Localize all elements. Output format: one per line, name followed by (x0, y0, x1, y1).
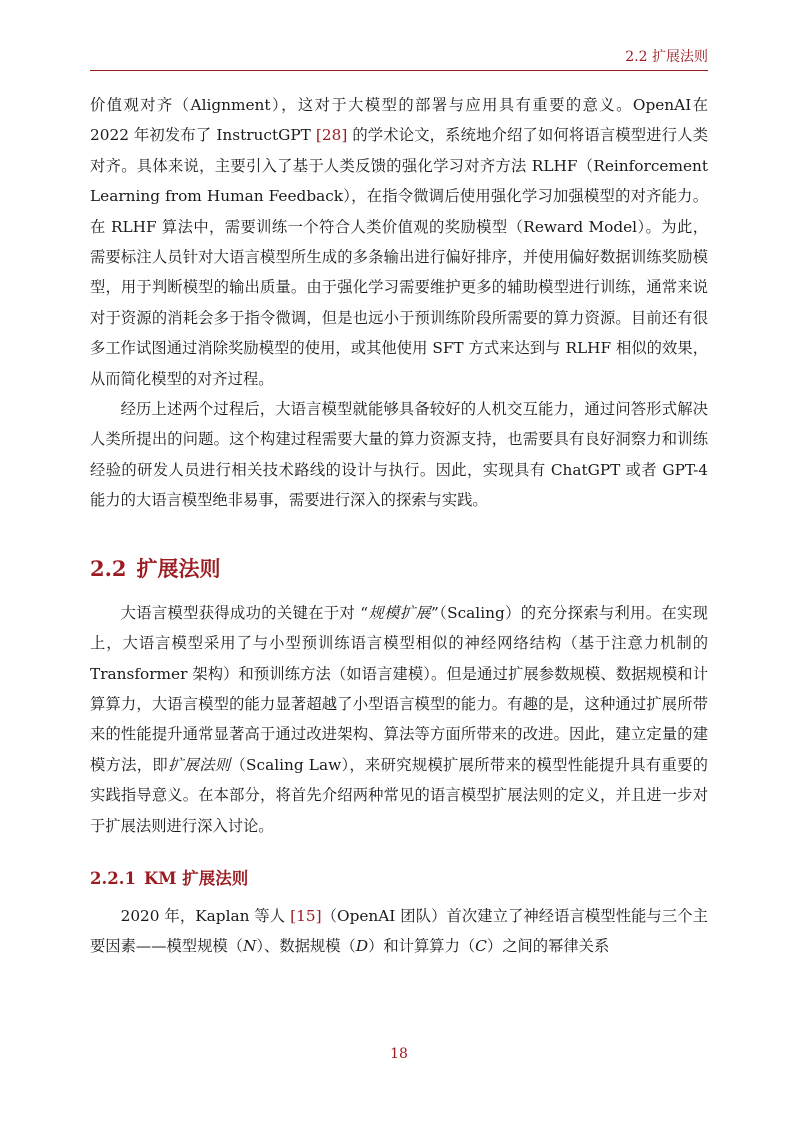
page-number: 18 (390, 1046, 408, 1062)
para3-emphasis-1: 规模扩展 (368, 603, 431, 622)
subsection-number: 2.2.1 (90, 868, 136, 888)
para1-text-1: 价值观对齐（Alignment），这对于大模型的部署与应用具有重要的意义。OpenAI在 2022 年初发布了 InstructGPT (90, 96, 708, 145)
para1-text-2: 的学术论文，系统地介绍了如何将语言模型进行人类对齐。具体来说，主要引入了基于人类反馈的强化学习对齐方法 RLHF（Reinforcement Learning from Human Feedback），在指令微调后使用强化学习加强模型的对齐能力。在 RLHF 算法中，需要训练一个符合人类价值观的奖励模型（Reward Model）。为此，需要标注人员针对大语言模型所生成的多条输出进行偏好排序，并使用偏好数据训练奖励模型，用于判断模型的输出质量。由于强化学习需要维护更多的辅助模型进行训练，通常来说对于资源的消耗会多于指令微调，但是也远小于预训练阶段所需要的算力资源。目前还有很多工作试图通过消除奖励模型的使用，或其他使用 SFT 方式来达到与 RLHF 相似的效果，从而简化模型的对齐过程。 (90, 126, 708, 388)
section-title: 扩展法则 (136, 555, 221, 581)
math-var-c: C (475, 937, 487, 956)
paragraph-km-law (90, 901, 708, 962)
subsection-heading (90, 865, 708, 893)
para3-text-2: ”（Scaling）的充分探索与利用。在实现上，大语言模型采用了与小型预训练语言模型相似的神经网络结构（基于注意力机制的 Transformer 架构）和预训练方法（如语言建模）。但是通过扩展参数规模、数据规模和计算算力，大语言模型的能力显著超越了小型语言模型的能力。有趣的是，这种通过扩展所带来的性能提升通常显著高于通过改进架构、算法等方面所带来的改进。因此，建立定量的建模方法，即 (90, 603, 708, 774)
math-var-n: N (242, 937, 257, 956)
citation-link-15[interactable]: [15] (290, 906, 322, 925)
section-number: 2.2 (90, 555, 127, 581)
header-rule (90, 70, 708, 71)
paragraph-scaling (90, 598, 708, 841)
para3-text-3: （Scaling Law），来研究规模扩展所带来的模型性能提升具有重要的实践指导意义。在本部分，将首先介绍两种常见的语言模型扩展法则的定义，并且进一步对于扩展法则进行深入讨论。 (90, 755, 708, 835)
para4-text-5: ）之间的幂律关系 (486, 937, 610, 956)
paragraph-alignment (90, 90, 708, 394)
subsection-title: KM 扩展法则 (143, 868, 249, 888)
para3-emphasis-2: 扩展法则 (168, 755, 231, 774)
page-body (90, 90, 708, 962)
math-var-d: D (355, 937, 369, 956)
running-head: 2.2 扩展法则 (625, 49, 708, 65)
para3-text-1: 大语言模型获得成功的关键在于对 “ (120, 603, 369, 622)
para4-text-4: ）和计算算力（ (368, 937, 476, 956)
paragraph-summary: 经历上述两个过程后，大语言模型就能够具备较好的人机交互能力，通过问答形式解决人类所提出的问题。这个构建过程需要大量的算力资源支持，也需要具有良好洞察力和训练经验的研发人员进行相关技术路线的设计与执行。因此，实现具有 ChatGPT 或者 GPT-4 能力的大语言模型绝非易事，需要进行深入的探索与实践。 (90, 400, 708, 510)
citation-link-28[interactable]: [28] (315, 126, 348, 145)
para4-text-2: （OpenAI 团队）首次建立了神经语言模型性能与三个主要因素——模型规模（ (90, 906, 708, 956)
para4-text-3: ）、数据规模（ (256, 937, 356, 956)
section-heading (90, 554, 708, 584)
para4-text-1: 2020 年，Kaplan 等人 (120, 906, 291, 925)
